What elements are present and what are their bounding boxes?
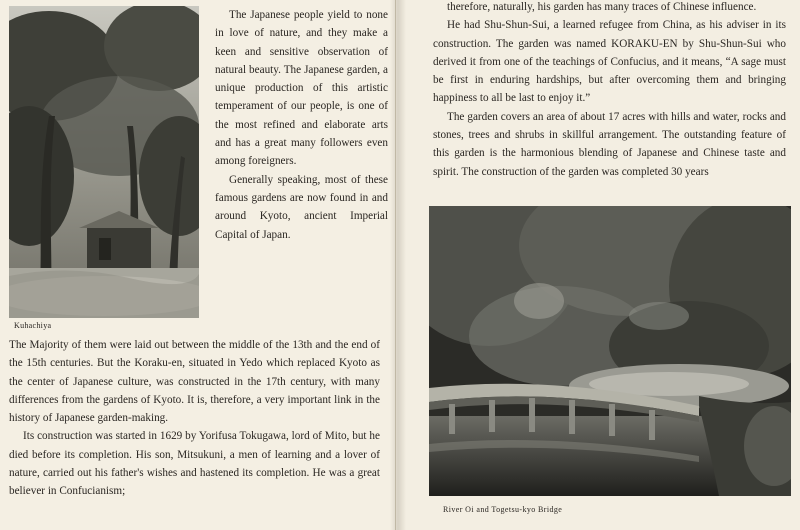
river-bridge-photo [429,206,791,496]
left-page [0,0,396,530]
left-full-text [9,336,380,501]
right-page [396,0,800,530]
paragraph: He had Shu-Shun-Sui, a learned refugee from China, as his adviser in its construction. The garden was named KORAKU-EN by Shu-Shun-Sui who derived it from one of the teachings of Confucius, and it means, “A sage must be first in enduring hardships, but after overcoming them and bringing happiness to all be last to enjoy it.” [433,19,786,105]
kuhachiya-caption: Kuhachiya [14,321,52,330]
left-side-text [215,6,388,244]
paragraph: therefore, naturally, his garden has many traces of Chinese influence. [447,1,757,13]
paragraph: Its construction was started in 1629 by Yorifusa Tokugawa, lord of Mito, but he died before its completion. His son, Mitsukuni, a men of learning and a lover of nature, carried out his father's wishes and hastened its completion. He was a great believer in Confucianism; [9,430,380,498]
river-bridge-caption: River Oi and Togetsu-kyo Bridge [443,505,563,514]
paragraph: Generally speaking, most of these famous gardens are now found in and around Kyoto, ancient Imperial Capital of Japan. [215,173,388,241]
paragraph: The garden covers an area of about 17 acres with hills and water, rocks and stones, trees and shrubs in skillful arrangement. The outstanding feature of this garden is the harmonious blending of Japanese and Chinese taste and spirit. The construction of the garden was completed 30 years [433,110,786,178]
paragraph: The Japanese people yield to none in love of nature, and they make a keen and sensitive observation of natural beauty. The Japanese garden, a unique production of this artistic temperament of our people, is one of the most refined and elaborate arts and has a great many followers even among foreigners. [215,9,388,168]
kuhachiya-photo [9,6,199,318]
paragraph: The Majority of them were laid out between the middle of the 13th and the end of the 15th centuries. But the Koraku-en, situated in Yedo which replaced Kyoto as the center of Japanese culture, was constructed in the 17th century, with many differences from the gardens of Kyoto. It is, therefore, a very important link in the history of Japanese garden-making. [9,339,380,425]
right-text [433,0,786,181]
